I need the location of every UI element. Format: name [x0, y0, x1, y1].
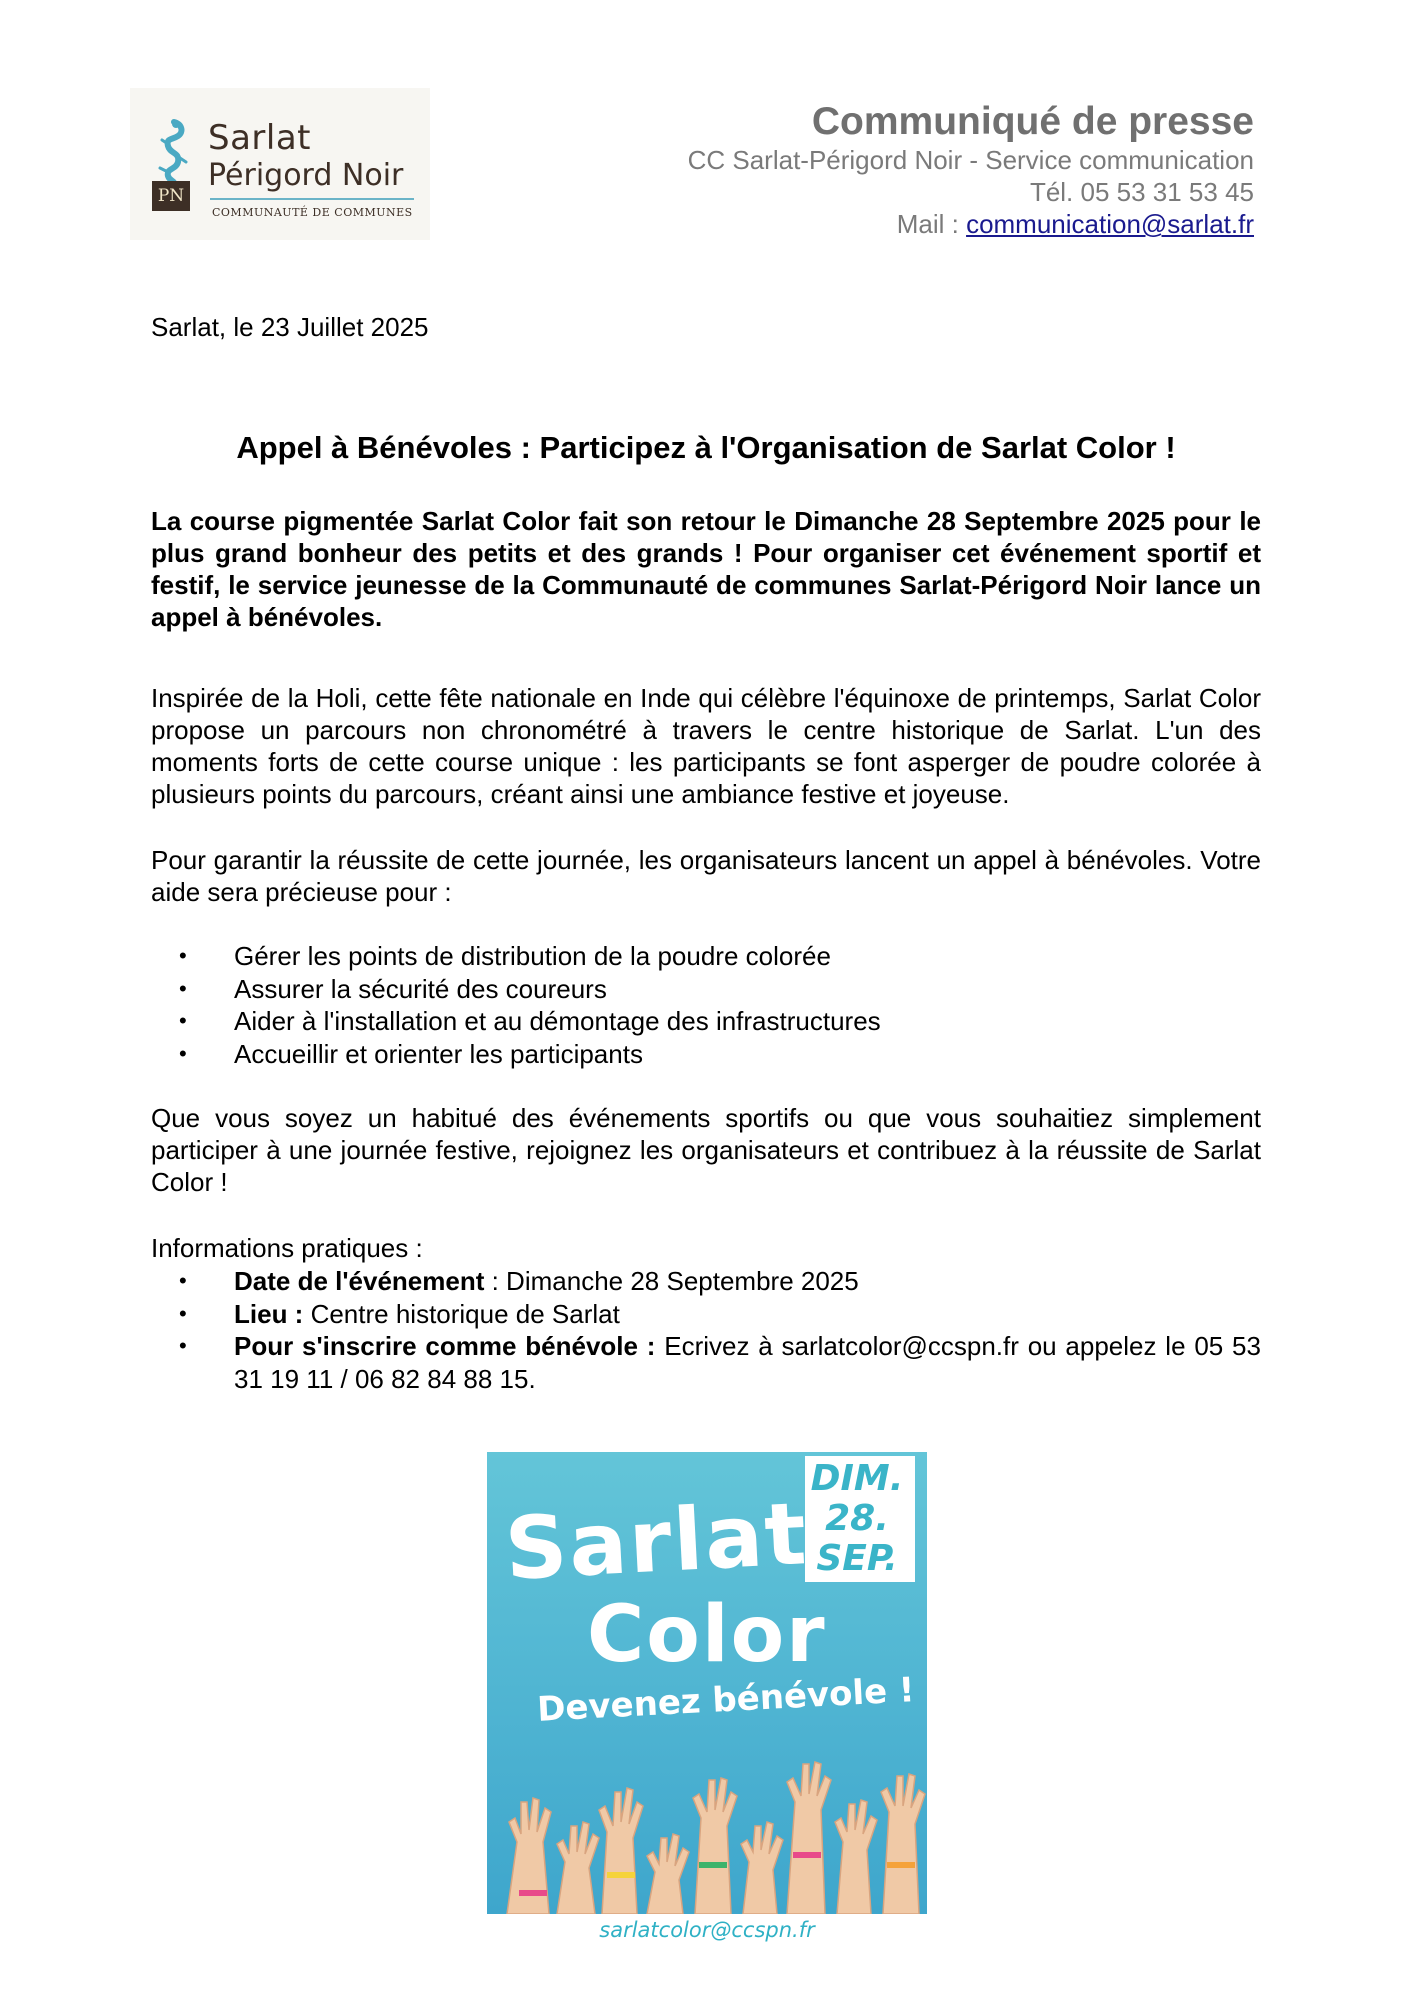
poster-date-day: DIM. [810, 1458, 904, 1499]
info-value: Centre historique de Sarlat [303, 1298, 620, 1329]
logo-divider [210, 198, 414, 200]
mail-label: Mail : [896, 209, 967, 239]
poster-email: sarlatcolor@ccspn.fr [599, 1918, 815, 1942]
org-logo [130, 88, 430, 240]
lead-paragraph: La course pigmentée Sarlat Color fait son retour le Dimanche 28 Septembre 2025 pour le plus grand bonheur des petits et des grands ! Pour organiser cet événement sportif et festif, le service jeunesse de la Communauté de communes Sarlat-Périgord Noir lance un appel à bénévoles. [151, 506, 1261, 632]
event-poster [487, 1452, 927, 1914]
logo-subtitle: COMMUNAUTÉ DE COMMUNES [212, 206, 413, 219]
paragraph-invite: Que vous soyez un habitué des événements sportifs ou que vous souhaitiez simplement participer à une journée festive, rejoignez les organisateurs et contribuez à la réussite de Sarlat Color ! [151, 1103, 1261, 1197]
info-value: : Dimanche 28 Septembre 2025 [484, 1266, 859, 1296]
poster-date-month: SEP. [816, 1538, 898, 1579]
poster-title-sarlat: Sarlat [502, 1484, 811, 1600]
info-label: Pour s'inscrire comme bénévole : [234, 1331, 656, 1361]
header-service: CC Sarlat-Périgord Noir - Service communication [687, 145, 1254, 175]
info-heading: Informations pratiques : [151, 1233, 423, 1263]
header-phone: Tél. 05 53 31 53 45 [1029, 177, 1254, 207]
info-label: Date de l'événement [234, 1266, 485, 1296]
info-label: Lieu : [234, 1298, 304, 1329]
info-item-register [151, 1330, 1261, 1395]
mail-link[interactable]: communication@sarlat.fr [966, 209, 1254, 239]
info-item-date [151, 1265, 1261, 1298]
poster-date-num: 28. [825, 1498, 889, 1539]
page-title: Appel à Bénévoles : Participez à l'Organisation de Sarlat Color ! [236, 430, 1176, 465]
info-item-place [151, 1298, 1261, 1331]
info-value: Ecrivez à sarlatcolor@ccspn.fr ou appelez le 05 53 31 19 11 / 06 82 84 88 15. [234, 1331, 1261, 1394]
header-title: Communiqué de presse [811, 100, 1254, 143]
list-item: • Assurer la sécurité des coureurs [151, 973, 1261, 1006]
list-item: • Aider à l'installation et au démontage des infrastructures [151, 1005, 1261, 1038]
logo-badge: PN [152, 181, 190, 211]
press-header [688, 100, 1254, 240]
header-mail [688, 208, 1254, 240]
list-item: • Accueillir et orienter les participants [151, 1038, 1261, 1071]
logo-title-line2: Périgord Noir [208, 158, 404, 193]
raised-hands-illustration [487, 1722, 927, 1914]
paragraph-intro: Inspirée de la Holi, cette fête nationale en Inde qui célèbre l'équinoxe de printemps, Sarlat Color propose un parcours non chronométré à travers le centre historique de Sarlat. L'un des moments forts de cette course unique : les participants se font asperger de poudre colorée à plusieurs points du parcours, créant ainsi une ambiance festive et joyeuse. [151, 683, 1261, 809]
logo-title-line1: Sarlat [208, 118, 312, 158]
poster-tagline: Devenez bénévole ! [536, 1670, 916, 1730]
release-date: Sarlat, le 23 Juillet 2025 [151, 312, 429, 342]
poster-title-color: Color [587, 1590, 827, 1680]
info-list [151, 1265, 1261, 1395]
paragraph-call: Pour garantir la réussite de cette journée, les organisateurs lancent un appel à bénévoles. Votre aide sera précieuse pour : [151, 845, 1261, 907]
tasks-list [151, 940, 1261, 1070]
list-item: • Gérer les points de distribution de la poudre colorée [151, 940, 1261, 973]
